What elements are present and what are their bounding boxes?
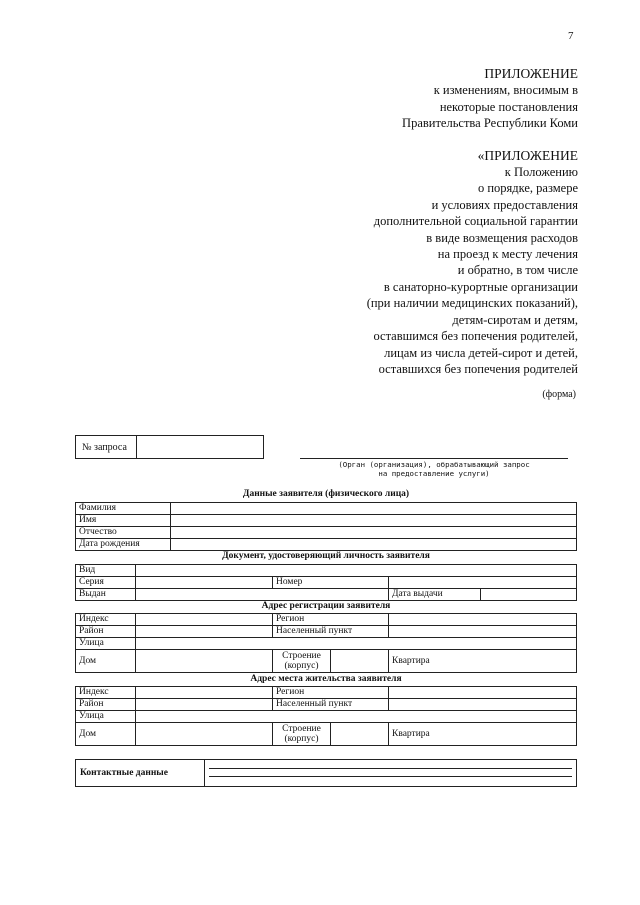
reg-locality-label: Населенный пункт bbox=[273, 626, 389, 638]
contacts-table bbox=[75, 759, 577, 787]
appendix-line: детям-сиротам и детям, bbox=[452, 312, 578, 327]
res-region-field[interactable] bbox=[389, 687, 577, 699]
form-appendix-title: «ПРИЛОЖЕНИЕ bbox=[477, 147, 578, 163]
res-street-field[interactable] bbox=[136, 711, 577, 723]
res-index-label: Индекс bbox=[76, 687, 136, 699]
appendix-line: лицам из числа детей-сирот и детей, bbox=[384, 345, 578, 360]
reg-apartment-cell[interactable] bbox=[389, 650, 577, 673]
registration-address-table bbox=[75, 613, 577, 673]
number-field[interactable] bbox=[389, 577, 577, 589]
appendix-line: в санаторно-курортные организации bbox=[383, 279, 578, 294]
appendix-line: на проезд к месту лечения bbox=[437, 247, 578, 262]
birth-date-label: Дата рождения bbox=[76, 539, 171, 551]
applicant-section-title: Данные заявителя (физического лица) bbox=[242, 489, 410, 499]
form-label: (форма) bbox=[542, 389, 576, 400]
issued-by-field[interactable] bbox=[136, 589, 389, 601]
issue-date-label: Дата выдачи bbox=[389, 589, 481, 601]
contacts-rule bbox=[209, 768, 572, 769]
res-house-label: Дом bbox=[76, 723, 136, 746]
request-number-table bbox=[75, 435, 264, 459]
appendix-line: оставшихся без попечения родителей bbox=[378, 361, 578, 376]
contacts-field[interactable] bbox=[205, 760, 577, 787]
appendix-title: ПРИЛОЖЕНИЕ bbox=[484, 66, 578, 81]
res-locality-label: Населенный пункт bbox=[273, 699, 389, 711]
contacts-rule bbox=[209, 776, 572, 777]
res-region-label: Регион bbox=[273, 687, 389, 699]
request-number-label: № запроса bbox=[76, 436, 137, 459]
res-district-field[interactable] bbox=[136, 699, 273, 711]
reg-index-field[interactable] bbox=[136, 614, 273, 626]
reg-house-label: Дом bbox=[76, 650, 136, 673]
patronymic-field[interactable] bbox=[171, 527, 577, 539]
page-number: 7 bbox=[568, 30, 574, 42]
res-locality-field[interactable] bbox=[389, 699, 577, 711]
reg-region-label: Регион bbox=[273, 614, 389, 626]
res-apartment-cell[interactable] bbox=[389, 723, 577, 746]
organization-caption-line: на предоставление услуги) bbox=[378, 469, 490, 478]
organization-field[interactable] bbox=[300, 458, 568, 459]
reg-building-label: Строение (корпус) bbox=[273, 650, 331, 673]
patronymic-label: Отчество bbox=[76, 527, 171, 539]
number-label: Номер bbox=[273, 577, 389, 589]
reg-region-field[interactable] bbox=[389, 614, 577, 626]
header-line: некоторые постановления bbox=[439, 99, 578, 114]
res-building-label: Строение (корпус) bbox=[273, 723, 331, 746]
identity-document-table bbox=[75, 564, 577, 601]
surname-field[interactable] bbox=[171, 503, 577, 515]
header-block bbox=[278, 66, 578, 377]
appendix-line: дополнительной социальной гарантии bbox=[373, 214, 578, 229]
residence-address-section-title: Адрес места жительства заявителя bbox=[250, 674, 402, 684]
reg-street-label: Улица bbox=[76, 638, 136, 650]
registration-address-section-title: Адрес регистрации заявителя bbox=[261, 601, 391, 611]
series-label: Серия bbox=[76, 577, 136, 589]
birth-date-field[interactable] bbox=[171, 539, 577, 551]
header-line: Правительства Республики Коми bbox=[402, 116, 578, 131]
applicant-table bbox=[75, 502, 577, 551]
appendix-line: оставшимся без попечения родителей, bbox=[373, 329, 578, 344]
appendix-line: и условиях предоставления bbox=[431, 197, 578, 212]
reg-locality-field[interactable] bbox=[389, 626, 577, 638]
res-district-label: Район bbox=[76, 699, 136, 711]
issue-date-field[interactable] bbox=[481, 589, 577, 601]
document-type-field[interactable] bbox=[136, 565, 577, 577]
reg-district-label: Район bbox=[76, 626, 136, 638]
appendix-line: о порядке, размере bbox=[477, 181, 578, 196]
res-building-field[interactable] bbox=[331, 723, 389, 746]
name-label: Имя bbox=[76, 515, 171, 527]
reg-building-field[interactable] bbox=[331, 650, 389, 673]
appendix-line: к Положению bbox=[504, 165, 578, 180]
appendix-line: и обратно, в том числе bbox=[457, 263, 578, 278]
series-field[interactable] bbox=[136, 577, 273, 589]
reg-district-field[interactable] bbox=[136, 626, 273, 638]
reg-street-field[interactable] bbox=[136, 638, 577, 650]
res-street-label: Улица bbox=[76, 711, 136, 723]
contacts-label: Контактные данные bbox=[76, 760, 205, 787]
identity-document-section-title: Документ, удостоверяющий личность заявителя bbox=[222, 551, 430, 561]
organization-caption bbox=[300, 460, 568, 478]
name-field[interactable] bbox=[171, 515, 577, 527]
request-number-field[interactable] bbox=[137, 436, 264, 459]
header-line: к изменениям, вносимым в bbox=[433, 83, 578, 98]
appendix-line: в виде возмещения расходов bbox=[426, 230, 578, 245]
res-house-field[interactable] bbox=[136, 723, 273, 746]
residence-address-table bbox=[75, 686, 577, 746]
res-index-field[interactable] bbox=[136, 687, 273, 699]
reg-apartment-label: Квартира bbox=[392, 655, 430, 666]
surname-label: Фамилия bbox=[76, 503, 171, 515]
organization-caption-line: (Орган (организация), обрабатывающий запрос bbox=[338, 460, 530, 469]
document-type-label: Вид bbox=[76, 565, 136, 577]
reg-house-field[interactable] bbox=[136, 650, 273, 673]
issued-by-label: Выдан bbox=[76, 589, 136, 601]
reg-index-label: Индекс bbox=[76, 614, 136, 626]
appendix-line: (при наличии медицинских показаний), bbox=[366, 296, 578, 311]
res-apartment-label: Квартира bbox=[392, 728, 430, 739]
